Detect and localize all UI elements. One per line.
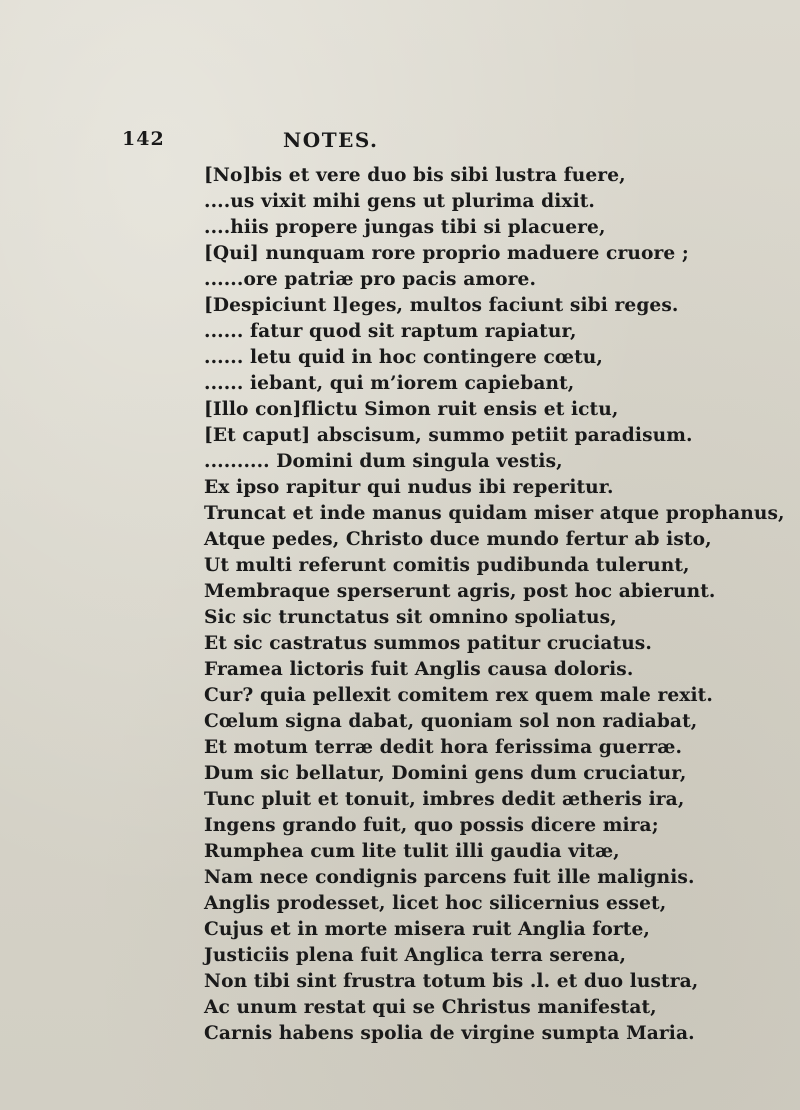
- page-number: 142: [122, 128, 165, 150]
- verse-line: Anglis prodesset, licet hoc silicernius esset,: [204, 893, 667, 914]
- verse-line: ....us vixit mihi gens ut plurima dixit.: [204, 191, 596, 212]
- verse-line: .......... Domini dum singula vestis,: [204, 451, 563, 472]
- verse-line: Cujus et in morte misera ruit Anglia forte,: [204, 919, 650, 940]
- verse-line: Et motum terræ dedit hora ferissima guerræ.: [204, 737, 683, 758]
- verse-line: ...... iebant, qui m’iorem capiebant,: [204, 373, 575, 394]
- verse-line: Dum sic bellatur, Domini gens dum cruciatur,: [204, 763, 687, 784]
- verse-line: Framea lictoris fuit Anglis causa doloris.: [204, 659, 634, 680]
- verse-line: Atque pedes, Christo duce mundo fertur ab isto,: [204, 529, 712, 550]
- verse-line: ....hiis propere jungas tibi si placuere,: [204, 217, 606, 238]
- verse-line: ...... fatur quod sit raptum rapiatur,: [204, 321, 577, 342]
- verse-line: Non tibi sint frustra totum bis .l. et duo lustra,: [204, 971, 699, 992]
- verse-line: [Qui] nunquam rore proprio maduere cruore ;: [204, 243, 689, 264]
- verse-line: Ex ipso rapitur qui nudus ibi reperitur.: [204, 477, 614, 498]
- verse-line: Membraque sperserunt agris, post hoc abierunt.: [204, 581, 716, 602]
- verse-line: [Et caput] abscisum, summo petiit paradisum.: [204, 425, 693, 446]
- running-head: NOTES.: [283, 128, 379, 152]
- verse-line: Cœlum signa dabat, quoniam sol non radiabat,: [204, 711, 698, 732]
- latin-verse: [204, 163, 794, 1047]
- verse-line: [Illo con]flictu Simon ruit ensis et ictu,: [204, 399, 619, 420]
- verse-line: Ut multi referunt comitis pudibunda tulerunt,: [204, 555, 690, 576]
- verse-line: Rumphea cum lite tulit illi gaudia vitæ,: [204, 841, 620, 862]
- verse-line: Justiciis plena fuit Anglica terra serena,: [204, 945, 627, 966]
- verse-line: Sic sic trunctatus sit omnino spoliatus,: [204, 607, 617, 628]
- verse-line: Truncat et inde manus quidam miser atque prophanus,: [204, 503, 785, 524]
- verse-line: [Despiciunt l]eges, multos faciunt sibi reges.: [204, 295, 679, 316]
- verse-line: Tunc pluit et tonuit, imbres dedit ætheris ira,: [204, 789, 685, 810]
- verse-line: Ingens grando fuit, quo possis dicere mira;: [204, 815, 659, 836]
- verse-line: Carnis habens spolia de virgine sumpta Maria.: [204, 1023, 695, 1044]
- verse-line: Et sic castratus summos patitur cruciatus.: [204, 633, 652, 654]
- verse-line: Ac unum restat qui se Christus manifestat,: [204, 997, 657, 1018]
- verse-line: ...... letu quid in hoc contingere cœtu,: [204, 347, 603, 368]
- verse-line: Cur? quia pellexit comitem rex quem male rexit.: [204, 685, 713, 706]
- verse-line: [No]bis et vere duo bis sibi lustra fuere,: [204, 165, 626, 186]
- verse-line: ......ore patriæ pro pacis amore.: [204, 269, 537, 290]
- verse-line: Nam nece condignis parcens fuit ille malignis.: [204, 867, 695, 888]
